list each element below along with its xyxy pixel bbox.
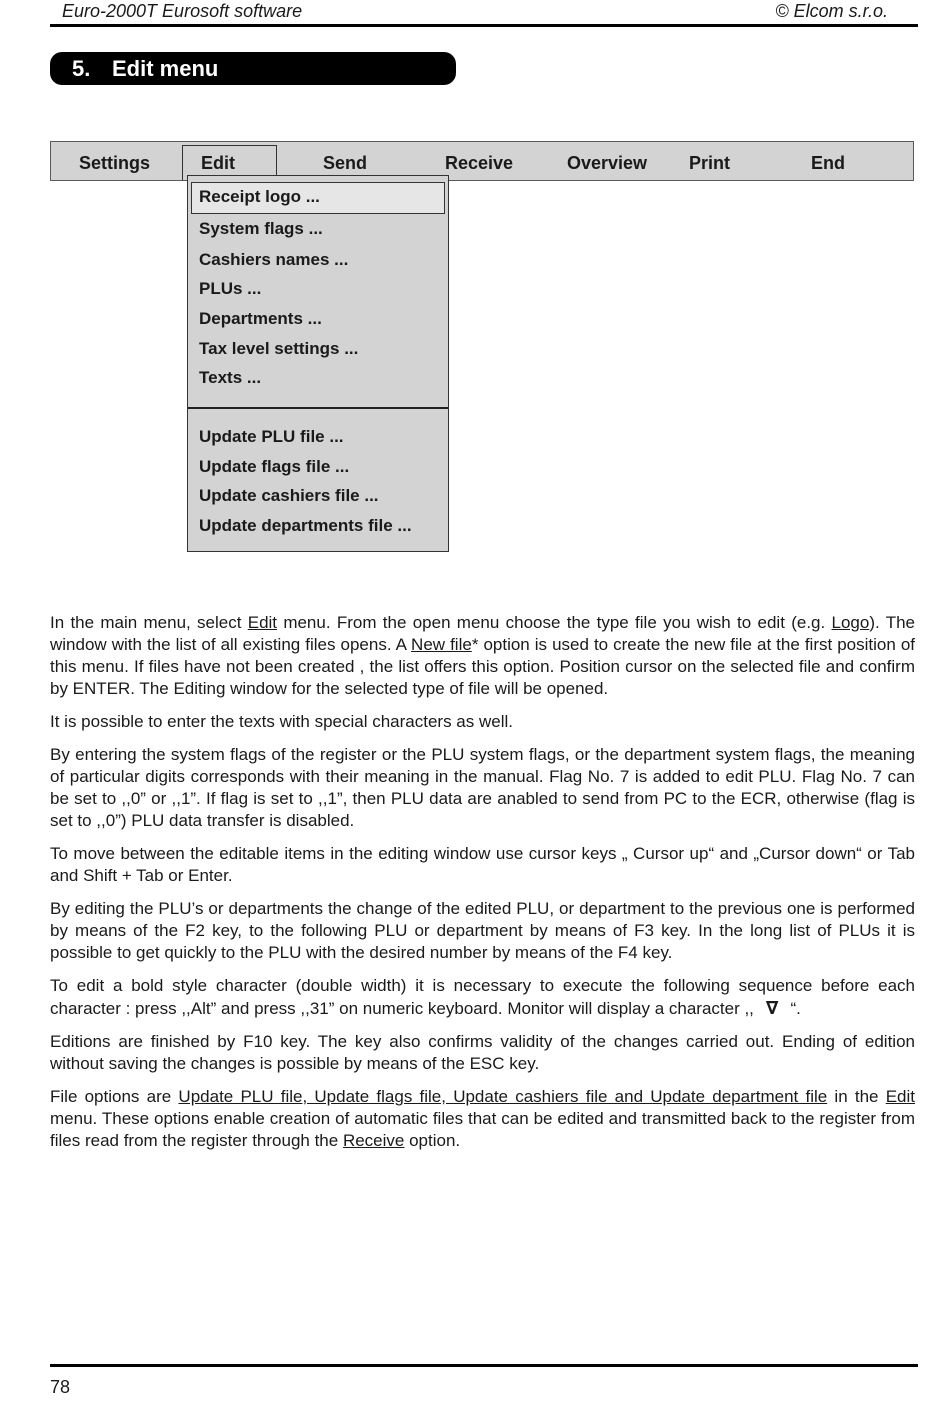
header-rule [50,24,918,27]
paragraph-1: In the main menu, select Edit menu. From the open menu choose the type file you wish to edit (e.g. Logo). The window with the list of all existing files opens. A New file* option is used to create the new file at the first position of this menu. If files have not been created , the list offers this option. Position cursor on the selected file and confirm by ENTER. The Editing window for the selected type of file will be opened. [50,613,916,698]
footer-rule [50,1364,918,1367]
link-new-file: New file [411,635,472,654]
dropdown-item-tax-level-settings[interactable]: Tax level settings ... [199,339,359,358]
dropdown-item-update-cashiers-file[interactable]: Update cashiers file ... [199,486,379,505]
menu-item-send[interactable]: Send [323,153,368,173]
menu-bar [50,141,914,181]
dropdown-item-update-plu-file[interactable]: Update PLU file ... [199,427,344,446]
menu-item-overview[interactable]: Overview [567,153,648,173]
link-update-files: Update PLU file, Update flags file, Update cashiers file and Update department file [178,1087,828,1106]
paragraph-2: It is possible to enter the texts with special characters as well. [50,712,513,731]
section-heading [50,52,456,85]
dropdown-item-plus[interactable]: PLUs ... [199,279,262,298]
paragraph-5: By editing the PLU’s or departments the change of the edited PLU, or department to the previous one is performed by means of the F2 key, to the following PLU or department by means of F3 key. In the long list of PLUs it is possible to get quickly to the PLU with the desired number by means of the F4 key. [50,899,915,962]
menu-item-receive[interactable]: Receive [445,153,514,173]
section-number: 5. [72,56,91,81]
dropdown-item-cashiers-names[interactable]: Cashiers names ... [199,250,349,269]
menu-item-edit[interactable]: Edit [201,153,235,173]
header-copyright: © Elcom s.r.o. [775,1,888,21]
section-title: Edit menu [112,56,219,81]
link-receive: Receive [342,1131,405,1150]
dropdown-item-receipt-logo[interactable]: Receipt logo ... [199,187,320,206]
paragraph-8: File options are Update PLU file, Update flags file, Update cashiers file and Update department file in the Edit menu. These options enable creation of automatic files that can be edited and transmitted back to the register from files read from the register through the Receive option. [50,1087,916,1150]
paragraph-6: To edit a bold style character (double width) it is necessary to execute the following sequence before each character : press ,,Alt” and press ,,31” on numeric keyboard. Monitor will display a character ,, ∇ “. [50,976,915,1018]
dropdown-divider [188,407,448,409]
page-number: 78 [50,1377,71,1397]
dropdown-item-texts[interactable]: Texts ... [199,368,262,387]
edit-dropdown-menu [187,175,449,552]
body-text [50,612,915,1163]
menu-item-settings[interactable]: Settings [79,153,151,173]
dropdown-item-departments[interactable]: Departments ... [199,309,322,328]
link-edit-menu: Edit [885,1087,916,1106]
paragraph-4: To move between the editable items in the editing window use cursor keys „ Cursor up“ and „Cursor down“ or Tab and Shift + Tab or Enter. [50,844,915,885]
link-edit: Edit [247,613,278,632]
dropdown-item-update-departments-file[interactable]: Update departments file ... [199,516,412,535]
dropdown-item-update-flags-file[interactable]: Update flags file ... [199,457,350,476]
paragraph-3: By entering the system flags of the register or the PLU system flags, or the department system flags, the meaning of particular digits corresponds with their meaning in the manual. Flag No. 7 is added to edit PLU. Flag No. 7 can be set to ,,0” or ,,1”. If flag is set to ,,1”, then PLU data are anabled to send from PC to the ECR, otherwise (flag is set to ,,0”) PLU data transfer is disabled. [50,745,915,830]
triangle-symbol-icon: ∇ [765,998,779,1018]
paragraph-7: Editions are finished by F10 key. The key also confirms validity of the changes carried out. Ending of edition without saving the changes is possible by means of the ESC key. [50,1032,915,1073]
link-logo: Logo [831,613,870,632]
dropdown-item-system-flags[interactable]: System flags ... [199,219,323,238]
menu-item-print[interactable]: Print [689,153,731,173]
header-title: Euro-2000T Eurosoft software [62,1,303,21]
menu-item-end[interactable]: End [811,153,845,173]
